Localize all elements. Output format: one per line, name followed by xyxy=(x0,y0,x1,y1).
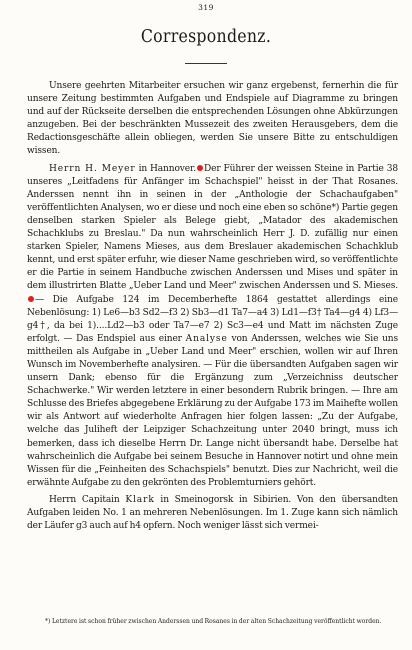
meyer-paragraph xyxy=(27,163,398,490)
red-dot-marker xyxy=(28,296,34,302)
klark-addressee-place: in Smeinogorsk in Sibirien. xyxy=(154,494,292,505)
meyer-text-1: Der Führer der weissen Steine in Partie 38 unseres „Leitfadens für Anfänger im Schachspiel" heisst in der That Rosanes. Anderssen nennt ihn in seinen in der „Anthologie der Schachaufgaben" veröffentlichten Analysen, wo er diese und noch eine eben so schöne*) Partie gegen denselben starken Spieler als Belege giebt, „Matador des akademischen Schachklubs zu Breslau." Da nun wahrscheinlich Herr J. D. zufällig nur einen starken Spieler, Namens Mieses, aus dem Breslauer akademischen Schachklub kennt, und erst später erfuhr, wie dieser Name geschrieben wird, so veröffentlichte er die Partie in seinem Handbuche zwischen Anderssen und Mises und später in dem illustrirten Blatte „Ueber Land und Meer" zwischen Anderssen und S. Mieses. xyxy=(27,163,398,292)
footnote-text: *) Letztere ist schon früher zwischen Anderssen und Rosanes in der alten Schachzeitung veröffentlicht worden. xyxy=(45,618,382,625)
klark-addressee-pre: Herrn Capitain xyxy=(49,494,126,505)
title-divider xyxy=(185,63,227,64)
meyer-text-3: von Anderssen, welches wie Sie uns mittheilen als Aufgabe in „Ueber Land und Meer" erschien, wollen wir auf Ihren Wunsch im Novemberhefte analysiren. — Für die übersandten Aufgaben sagen wir unsern Dank; ebenso für die Ergänzung zum „Verzeichniss deutscher Schachwerke." Wir werden letztere in einer besondern Rubrik bringen. — Ihre am Schlusse des Briefes abgegebene Erklärung zu der Aufgabe 173 im Maihefte wollen wir als Antwort auf wiederholte Anfragen hier folgen lassen: „Zu der Aufgabe, welche das Juliheft der Leipziger Schachzeitung unter 2040 bringt, muss ich bemerken, dass ich dieselbe Herrn Dr. Lange nicht übersandt habe. Derselbe hat wahrscheinlich die Aufgabe bei seinem Besuche in Hannover notirt und ohne mein Wissen für die „Feinheiten des Schachspiels" benutzt. Dies zur Nachricht, weil die erwähnte Aufgabe zu den gekrönten des Problemturniers gehört. xyxy=(27,333,398,488)
page-title: Correspondenz. xyxy=(140,27,272,47)
meyer-analyse-word: Analyse xyxy=(185,333,228,344)
meyer-text-2: — Die Aufgabe 124 im Decemberhefte 1864 gestattet allerdings eine Nebenlösung: 1) Le6—b3 Sd2—f3 2) Sb3—d1 Ta7—a4 3) Ld1—f3† Ta4—g4 4) Lf3—g4†, da bei 1)....Ld2—b3 oder Ta7—e7 2) Sc3—e4 und Matt im nächsten Zuge erfolgt. — Das Endspiel aus einer xyxy=(27,294,398,344)
klark-paragraph xyxy=(27,494,398,533)
meyer-addressee-place: in Hannover. xyxy=(135,163,196,174)
red-dot-marker xyxy=(197,165,203,171)
meyer-addressee-name: Herrn H. Meyer xyxy=(49,163,136,174)
intro-paragraph: Unsere geehrten Mitarbeiter ersuchen wir ganz ergebenst, fernerhin die für unsere Zeitung bestimmten Aufgaben und Endspiele auf Diagramme zu bringen und auf der Rückseite derselben die entsprechenden Lösungen ohne Abkürzungen anzugeben. Bei der beschränkten Mussezeit des zweiten Herausgebers, dem die Redactionsgeschäfte allein obliegen, werden Sie unsere Bitte zu entschuldigen wissen. xyxy=(27,81,398,157)
page-number: 319 xyxy=(198,3,214,12)
klark-text: Von den übersandten Aufgaben leiden No. 1 an mehreren Nebenlösungen. Im 1. Zuge kann sich nämlich der Läufer g3 auch auf h4 opfern. Noch weniger lässt sich vermei- xyxy=(27,494,398,532)
article-body xyxy=(27,80,398,537)
footnote xyxy=(27,617,398,627)
klark-addressee-name: Klark xyxy=(125,494,155,505)
